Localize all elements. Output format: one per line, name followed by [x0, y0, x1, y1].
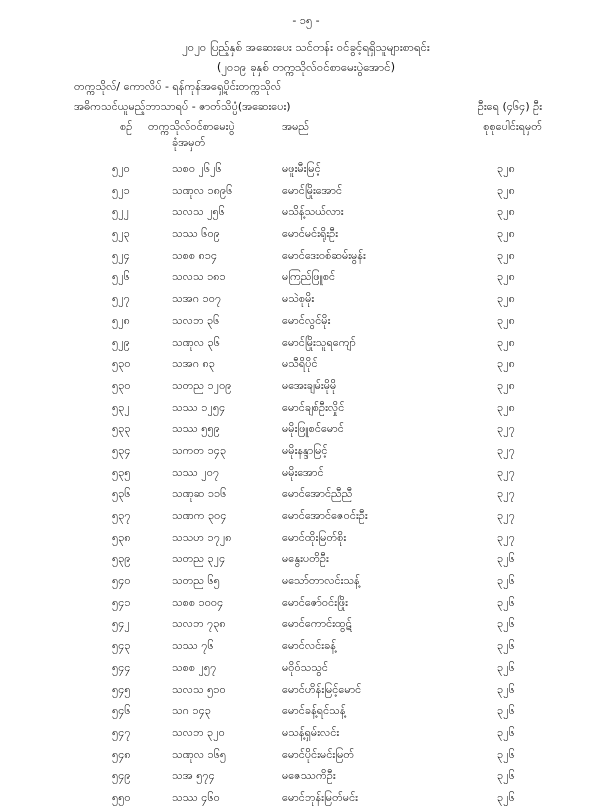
total-marks: ၃၂၆: [497, 574, 515, 588]
roll-number: သသဟ ၁၇၂၈: [172, 530, 232, 544]
total-marks: ၃၂၆: [497, 595, 515, 609]
table-row: [0, 592, 612, 614]
table-row: [0, 201, 612, 223]
roll-number: သစစ ၈၁၄: [172, 248, 218, 262]
row-number: ၅၄၇: [112, 725, 131, 739]
student-name: မောင်ကောင်းထွဋ်: [282, 617, 352, 631]
roll-number: သဿ ၁၂၅၄: [172, 400, 226, 414]
roll-number: သဿ ၂၀၇: [172, 465, 220, 479]
table-row: [0, 440, 612, 462]
table-row: [0, 353, 612, 375]
table-row: [0, 223, 612, 245]
table-row: [0, 288, 612, 310]
student-name: မသီရိပိုင်: [282, 357, 318, 371]
total-marks: ၃၂၆: [497, 790, 515, 804]
row-number: ၅၂၀: [112, 162, 130, 175]
total-marks: ၃၂၈: [497, 292, 515, 306]
roll-number: သအ ၅၇၄: [172, 769, 215, 783]
total-marks: ၃၂၆: [497, 617, 515, 631]
row-number: ၅၂၃: [112, 227, 130, 241]
roll-number: သဿ ၇၆: [172, 639, 214, 653]
roll-number: သလဘ ၃၂၀: [172, 725, 225, 739]
student-name: မောင်မြိုးသူရကျော်: [282, 335, 356, 349]
page-number: - ၁၅ -: [292, 14, 320, 27]
total-marks: ၃၂၈: [497, 335, 515, 349]
roll-number: သဿ ၄၆၀: [172, 790, 220, 804]
row-number: ၅၃၇: [112, 509, 131, 522]
total-marks: ၃၂၇: [497, 487, 515, 501]
row-number: ၅၂၈: [112, 313, 130, 327]
table-row: [0, 462, 612, 484]
roll-number: သဏုလ ၃၆: [172, 335, 220, 349]
student-name: မသဲစုမိုး: [282, 292, 315, 306]
total-marks: ၃၂၇: [497, 465, 515, 479]
row-number: ၅၄၅: [112, 682, 131, 696]
student-name: မောင်ဒေးဝစ်ဆမ်းမွန်း: [282, 248, 366, 262]
student-name: မောင်အောင်ညီညီ: [282, 487, 353, 501]
total-marks: ၃၂၇: [497, 422, 515, 436]
student-name: မောင်ခန့်ရင်သန့်: [282, 704, 346, 718]
table-row: [0, 310, 612, 332]
table-row: [0, 332, 612, 354]
total-marks: ၃၂၇: [497, 530, 515, 544]
student-name: မောင်ထိုးမြတ်စိုး: [282, 530, 347, 544]
column-header-roll-sub: ခုံအမှတ်: [172, 136, 206, 149]
student-name: မောင်ဟိန်းမြင့်မောင်: [282, 682, 362, 696]
row-number: ၅၄၂: [112, 617, 130, 631]
roll-number: သစဝ ၂၆၂၆: [172, 162, 222, 175]
roll-number: သတည ၃၂၄: [172, 552, 226, 566]
total-marks: ၃၂၈: [497, 248, 515, 262]
row-number: ၅၃၄: [112, 443, 131, 457]
total-marks: ၃၂၆: [497, 747, 515, 761]
roll-number: သကတ ၁၄၃: [172, 443, 227, 457]
roll-number: သဏက ၃၀၄: [172, 509, 227, 522]
student-name: မအေးချမ်းမိုမို: [282, 378, 337, 392]
table-row: [0, 765, 612, 787]
table-row: [0, 570, 612, 592]
roll-number: သအဂ ၈၃: [172, 357, 215, 371]
student-name: မမိုးနန္ဒာမြင့်: [282, 443, 328, 457]
table-row: [0, 158, 612, 180]
row-number: ၅၂၆: [112, 270, 130, 284]
table-row: [0, 418, 612, 440]
student-name: မနွေးပတိဦး: [282, 552, 329, 566]
table-row: [0, 722, 612, 744]
student-name: မကြည်ဖြူစင်: [282, 270, 336, 284]
column-header-roll: တက္ကသိုလ်ဝင်စာမေးပွဲ: [148, 120, 235, 133]
total-marks: ၃၂၈: [497, 357, 515, 371]
student-name: မသန့်ရှမ်းလင်း: [282, 725, 340, 739]
column-header-name: အမည်: [282, 120, 310, 133]
total-marks: ၃၂၆: [497, 660, 515, 674]
student-name: မသိန့်သယ်လား: [282, 205, 344, 219]
row-number: ၅၄၃: [112, 639, 131, 653]
row-number: ၅၃၂: [112, 400, 130, 414]
table-row: [0, 613, 612, 635]
roll-number: သတည ၁၂၀၉: [172, 378, 232, 392]
table-row: [0, 548, 612, 570]
row-number: ၅၃၀: [112, 357, 131, 371]
table-row: [0, 180, 612, 202]
row-number: ၅၄၀: [112, 574, 131, 588]
total-marks: ၃၂၆: [497, 725, 515, 739]
row-number: ၅၃၈: [112, 530, 131, 544]
row-number: ၅၃၃: [112, 422, 131, 436]
student-name: မမိုးဖြူစင်မောင်: [282, 422, 344, 436]
row-number: ၅၂၁: [112, 183, 130, 197]
row-number: ၅၃၉: [112, 552, 131, 566]
roll-number: သလဘ ၃၆: [172, 313, 220, 327]
column-header-no: စဉ်: [120, 120, 133, 133]
table-row: [0, 635, 612, 657]
total-marks: ၃၂၈: [497, 205, 515, 219]
total-count: ဦးရေ (၄၆၄) ဦး: [477, 100, 542, 113]
total-marks: ၃၂၆: [497, 682, 515, 696]
column-header-marks: စုစုပေါင်းရမှတ်: [483, 120, 542, 133]
table-row: [0, 657, 612, 679]
row-number: ၅၄၉: [112, 769, 131, 783]
roll-number: သလသ ၁၈၁: [172, 270, 226, 284]
university-line: တက္ကသိုလ်/ ကောလိပ် - ရန်ကုန်အရှေ့ပိုင်းတက္ကသိုလ်: [74, 80, 282, 93]
student-name: မဇေဿကိဦး: [282, 769, 336, 783]
student-name: မောင်မင်းရိုးဦး: [282, 227, 339, 241]
row-number: ၅၄၆: [112, 704, 131, 718]
student-name: မမိုးအောင်: [282, 465, 324, 479]
total-marks: ၃၂၈: [497, 400, 515, 414]
roll-number: သဏုလ ၁၆၅: [172, 747, 227, 761]
total-marks: ၃၂၈: [497, 162, 515, 175]
roll-number: သလသ ၂၅၆: [172, 205, 225, 219]
roll-number: သစစ ၂၅၇: [172, 660, 217, 674]
student-name: မောင်ဇော်ဝင်းဖြိုး: [282, 595, 348, 609]
total-marks: ၃၂၈: [497, 378, 515, 392]
row-number: ၅၅၀: [112, 790, 131, 804]
row-number: ၅၄၄: [112, 660, 131, 674]
total-marks: ၃၂၇: [497, 443, 515, 457]
student-name: မဖူးမီးမြင့်: [282, 162, 321, 175]
document-subtitle: (၂၀၁၉ ခုနှစ် တက္ကသိုလ်ဝင်စာမေးပွဲအောင်): [216, 60, 396, 74]
results-table: [0, 158, 612, 809]
roll-number: သတည ၆၅: [172, 574, 220, 588]
total-marks: ၃၂၆: [497, 639, 515, 653]
roll-number: သစစ ၁၀၀၄: [172, 595, 224, 609]
row-number: ၅၃၅: [112, 465, 131, 479]
table-row: [0, 787, 612, 809]
total-marks: ၃၂၈: [497, 183, 515, 197]
total-marks: ၃၂၈: [497, 270, 515, 284]
table-row: [0, 397, 612, 419]
roll-number: သဏုဆ ၁၁၆: [172, 487, 227, 501]
row-number: ၅၃၆: [112, 487, 131, 501]
total-marks: ၃၂၈: [497, 227, 515, 241]
student-name: မောင်ဘုန်းမြတ်မင်း: [282, 790, 358, 804]
student-name: မောင်ပိုင်းမင်းမြတ်: [282, 747, 355, 761]
row-number: ၅၂၂: [112, 205, 129, 219]
total-marks: ၃၂၆: [497, 704, 515, 718]
table-row: [0, 527, 612, 549]
row-number: ၅၃၀: [112, 378, 131, 392]
table-row: [0, 505, 612, 527]
total-marks: ၃၂၈: [497, 313, 515, 327]
row-number: ၅၂၉: [112, 335, 130, 349]
row-number: ၅၄၈: [112, 747, 131, 761]
roll-number: သဿ ၆၀၉: [172, 227, 220, 241]
table-row: [0, 679, 612, 701]
student-name: မောင်အောင်ဇေဝင်းဦး: [282, 509, 368, 522]
total-marks: ၃၂၇: [497, 509, 515, 522]
subject-line: အဓိကသင်ယူမည့်ဘာသာရပ် - ဇာတ်သိပ္ပံ(အဆေးပေး): [74, 100, 291, 113]
table-row: [0, 245, 612, 267]
roll-number: သလဘ ၇၃၈: [172, 617, 226, 631]
student-name: မသော်တာလင်းသန့်: [282, 574, 360, 588]
table-row: [0, 744, 612, 766]
student-name: မောင်လင်းခန့်: [282, 639, 336, 653]
row-number: ၅၂၄: [112, 248, 130, 262]
roll-number: သဂ ၁၄၃: [172, 704, 211, 718]
table-row: [0, 266, 612, 288]
document-title: ၂၀၂၀ ပြည့်နှစ် အဆေးပေး သင်တန်း ဝင်ခွင့်ရရှိသူများစာရင်း: [182, 40, 430, 54]
student-name: မောင်လွင်မိုး: [282, 313, 331, 327]
student-name: မဝိုဝ်သသွင်: [282, 660, 329, 674]
roll-number: သလသ ၅၁၀: [172, 682, 226, 696]
row-number: ၅၄၁: [112, 595, 131, 609]
roll-number: သဿ ၅၅၉: [172, 422, 220, 436]
table-row: [0, 375, 612, 397]
roll-number: သအဂ ၁၀၇: [172, 292, 222, 306]
row-number: ၅၂၇: [112, 292, 130, 306]
table-row: [0, 700, 612, 722]
student-name: မောင်ချစ်ဦးလှိုင်: [282, 400, 345, 414]
student-name: မောင်မြိုးအောင်: [282, 183, 343, 197]
total-marks: ၃၂၆: [497, 769, 515, 783]
table-row: [0, 483, 612, 505]
total-marks: ၃၂၆: [497, 552, 515, 566]
roll-number: သဏုလ ၁၈၉၆: [172, 183, 233, 197]
